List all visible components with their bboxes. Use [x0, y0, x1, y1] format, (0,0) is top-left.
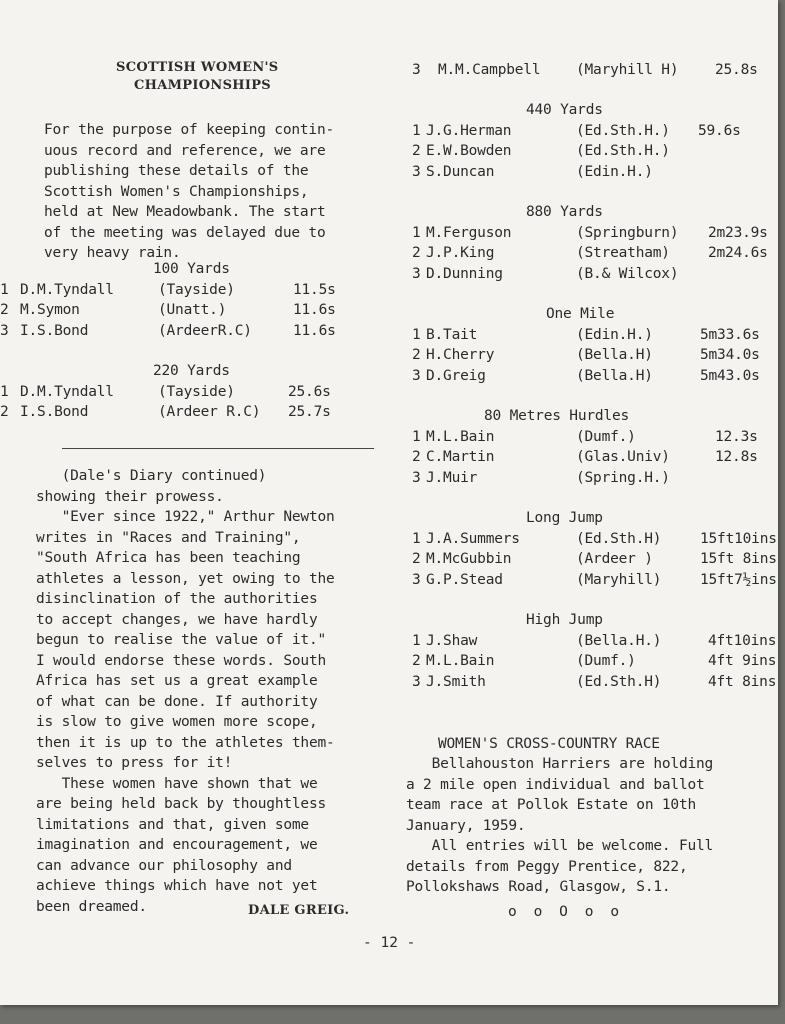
athlete-name: S.Duncan: [426, 163, 495, 180]
club-name: (Ed.Sth.H.): [576, 143, 670, 159]
result-place: 3: [412, 571, 421, 588]
athlete-name: H.Cherry: [426, 347, 495, 363]
page-number: - 12 -: [363, 935, 416, 951]
intro-line: publishing these details of the: [44, 163, 309, 179]
club-name: (B.& Wilcox): [576, 265, 679, 282]
athlete-name: J.A.Summers: [426, 530, 520, 547]
athlete-name: J.Muir: [426, 469, 478, 486]
club-name: (Spring.H.): [576, 469, 670, 486]
diary-line: showing their prowess.: [36, 488, 224, 505]
result-place: 3: [412, 673, 421, 690]
athlete-name: I.S.Bond: [20, 322, 89, 339]
result-place: 1: [412, 326, 421, 343]
athlete-name: M.M.Campbell: [438, 62, 541, 78]
result-value: 2m24.6s: [708, 245, 768, 261]
athlete-name: D.Dunning: [426, 265, 503, 282]
athlete-name: E.W.Bowden: [426, 143, 512, 159]
diary-line: can advance our philosophy and: [36, 857, 292, 874]
athlete-name: C.Martin: [426, 449, 495, 465]
diary-line: then it is up to the athletes them-: [36, 734, 335, 751]
result-place: 1: [412, 632, 421, 649]
club-name: (Ardeer R.C): [158, 404, 261, 420]
club-name: (Dumf.): [576, 428, 636, 445]
event-heading: 80 Metres Hurdles: [484, 408, 630, 424]
notice-line: Bellahouston Harriers are holding: [406, 756, 714, 772]
result-value: 25.6s: [288, 383, 331, 400]
result-value: 5m33.6s: [700, 326, 760, 343]
author-signature: DALE GREIG.: [248, 902, 350, 918]
result-value: 5m43.0s: [700, 367, 760, 384]
club-name: (Edin.H.): [576, 163, 653, 180]
result-value: 11.6s: [293, 322, 336, 339]
club-name: (Maryhill): [576, 571, 662, 588]
result-place: 2: [412, 245, 421, 261]
athlete-name: D.M.Tyndall: [20, 383, 114, 400]
athlete-name: G.P.Stead: [426, 571, 503, 588]
athlete-name: M.McGubbin: [426, 551, 512, 567]
diary-line: writes in "Races and Training",: [36, 529, 301, 546]
club-name: (Streatham): [576, 245, 670, 261]
diary-line: athletes a lesson, yet owing to the: [36, 570, 335, 587]
diary-line: disinclination of the authorities: [36, 591, 318, 607]
result-place: 2: [412, 551, 421, 567]
result-place: 2: [412, 449, 421, 465]
club-name: (Bella.H.): [576, 632, 662, 649]
result-value: 12.8s: [715, 449, 758, 465]
club-name: (Springburn): [576, 224, 679, 241]
result-value: 15ft7½ins: [700, 571, 777, 588]
result-place: 3: [412, 265, 421, 282]
diary-line: "South Africa has been teaching: [36, 550, 301, 566]
diary-line: been dreamed.: [36, 898, 147, 915]
athlete-name: M.L.Bain: [426, 653, 495, 669]
notice-line: details from Peggy Prentice, 822,: [406, 858, 688, 875]
result-value: 4ft 8ins: [708, 673, 777, 690]
result-value: 11.5s: [293, 281, 336, 298]
result-place: 3: [412, 367, 421, 384]
result-place: 3: [412, 62, 421, 78]
club-name: (Bella.H): [576, 347, 653, 363]
intro-line: held at New Meadowbank. The start: [44, 204, 326, 220]
result-place: 2: [412, 653, 421, 669]
club-name: (Ed.Sth.H): [576, 530, 662, 547]
result-place: 1: [0, 281, 9, 298]
athlete-name: B.Tait: [426, 326, 478, 343]
club-name: (Ed.Sth.H.): [576, 122, 670, 139]
athlete-name: M.Symon: [20, 302, 80, 318]
club-name: (Edin.H.): [576, 326, 653, 343]
result-place: 1: [412, 224, 421, 241]
result-place: 1: [412, 530, 421, 547]
result-value: 15ft10ins: [700, 530, 777, 547]
result-value: 4ft10ins: [708, 632, 777, 649]
diary-line: begun to realise the value of it.": [36, 632, 327, 648]
result-place: 1: [412, 428, 421, 445]
diary-line: Africa has set us a great example: [36, 673, 318, 689]
athlete-name: J.P.King: [426, 245, 495, 261]
diary-line: is slow to give women more scope,: [36, 714, 318, 730]
diary-line: to accept changes, we have hardly: [36, 611, 318, 628]
result-value: 11.6s: [293, 302, 336, 318]
event-heading: One Mile: [546, 306, 615, 322]
athlete-name: I.S.Bond: [20, 404, 89, 420]
section-divider: [62, 448, 374, 449]
notice-line: All entries will be welcome. Full: [406, 838, 714, 854]
intro-line: For the purpose of keeping contin-: [44, 122, 335, 138]
result-place: 3: [412, 163, 421, 180]
athlete-name: J.Shaw: [426, 632, 478, 649]
intro-line: uous record and reference, we are: [44, 142, 326, 159]
notice-line: Pollokshaws Road, Glasgow, S.1.: [406, 879, 671, 895]
result-place: 3: [0, 322, 9, 339]
athlete-name: D.M.Tyndall: [20, 281, 114, 298]
club-name: (ArdeerR.C): [158, 322, 252, 339]
diary-line: (Dale's Diary continued): [36, 468, 267, 484]
result-value: 25.8s: [715, 62, 758, 78]
club-name: (Maryhill H): [576, 62, 679, 78]
result-place: 1: [412, 122, 421, 139]
club-name: (Tayside): [158, 383, 235, 400]
club-name: (Tayside): [158, 281, 235, 298]
result-value: 25.7s: [288, 404, 331, 420]
result-value: 4ft 9ins: [708, 653, 777, 669]
result-place: 3: [412, 469, 421, 486]
athlete-name: J.Smith: [426, 673, 486, 690]
section-heading: WOMEN'S CROSS-COUNTRY RACE: [438, 736, 660, 752]
event-heading: 220 Yards: [153, 363, 230, 379]
notice-line: team race at Pollok Estate on 10th: [406, 797, 697, 813]
title-line-2: CHAMPIONSHIPS: [134, 78, 271, 93]
result-place: 2: [412, 143, 421, 159]
event-heading: 440 Yards: [526, 102, 603, 118]
diary-line: achieve things which have not yet: [36, 878, 318, 894]
title-line-1: SCOTTISH WOMEN'S: [116, 60, 279, 75]
club-name: (Ed.Sth.H): [576, 673, 662, 690]
club-name: (Bella.H): [576, 367, 653, 384]
diary-line: I would endorse these words. South: [36, 652, 327, 669]
diary-line: selves to press for it!: [36, 755, 233, 771]
diary-line: limitations and that, given some: [36, 816, 309, 833]
diary-line: imagination and encouragement, we: [36, 837, 318, 853]
result-place: 2: [412, 347, 421, 363]
club-name: (Dumf.): [576, 653, 636, 669]
result-value: 15ft 8ins: [700, 551, 777, 567]
result-place: 2: [0, 404, 9, 420]
diary-line: These women have shown that we: [36, 775, 318, 792]
club-name: (Ardeer ): [576, 551, 653, 567]
athlete-name: D.Greig: [426, 367, 486, 384]
event-heading: High Jump: [526, 612, 603, 628]
club-name: (Unatt.): [158, 302, 227, 318]
intro-line: very heavy rain.: [44, 245, 181, 261]
athlete-name: M.Ferguson: [426, 224, 512, 241]
intro-line: Scottish Women's Championships,: [44, 183, 309, 200]
intro-line: of the meeting was delayed due to: [44, 224, 326, 241]
event-heading: 880 Yards: [526, 204, 603, 220]
diary-line: are being held back by thoughtless: [36, 796, 327, 812]
ornament: o o O o o: [508, 903, 619, 920]
event-heading: 100 Yards: [153, 261, 230, 277]
notice-line: January, 1959.: [406, 817, 526, 834]
result-place: 2: [0, 302, 9, 318]
athlete-name: M.L.Bain: [426, 428, 495, 445]
result-value: 59.6s: [698, 122, 741, 139]
athlete-name: J.G.Herman: [426, 122, 512, 139]
diary-line: "Ever since 1922," Arthur Newton: [36, 509, 335, 525]
club-name: (Glas.Univ): [576, 449, 670, 465]
event-heading: Long Jump: [526, 510, 603, 526]
diary-line: of what can be done. If authority: [36, 693, 318, 710]
result-value: 5m34.0s: [700, 347, 760, 363]
result-place: 1: [0, 383, 9, 400]
notice-line: a 2 mile open individual and ballot: [406, 776, 705, 793]
result-value: 12.3s: [715, 428, 758, 445]
result-value: 2m23.9s: [708, 224, 768, 241]
